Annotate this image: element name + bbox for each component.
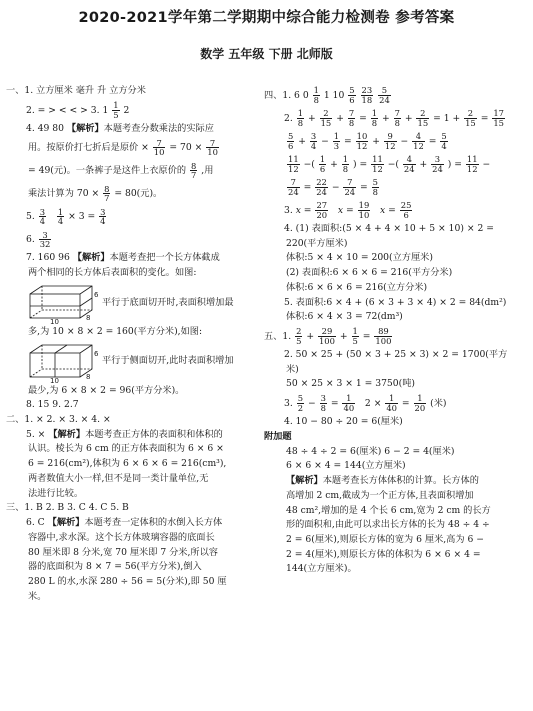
bonus-answer-1: 48 ÷ 4 ÷ 2 = 6(厘米) 6 − 2 = 4(厘米): [286, 445, 455, 457]
figure-line-2: 6 10 8 平行于侧面切开,此时表面积增加: [6, 340, 264, 384]
answer-1-4: 4. 49 80 【解析】本题考查分数乘法的实际应: [26, 122, 214, 134]
answer-1-4-cont: 用。按原价打七折后是原价 × $\frac{7}{10}$ = 70 × $\frac{7}{10}$: [28, 137, 218, 158]
bonus-explanation-cont2: 48 cm²,增加的是 4 个长 6 cm,宽为 2 cm 的长方: [286, 504, 491, 516]
answer-2-5-cont3: 两者数值大小一样,但不是同一类计量单位,无: [28, 472, 209, 484]
figure-label-height: 6: [94, 349, 99, 358]
answer-4-4-cont3: (2) 表面积:6 × 6 × 6 = 216(平方分米): [286, 267, 453, 279]
answer-1-1: 一、1. 立方厘米 毫升 升 立方分米: [6, 85, 146, 96]
bonus-explanation-cont: 高增加 2 cm,截成为一个正方体,且表面积增加: [286, 489, 474, 501]
figure-label-width: 8: [86, 372, 91, 381]
answer-1-2: 2. = > < < > 3. 1 $\frac{1}{5}$ 2: [26, 99, 130, 120]
answer-4-3: 3. x = $\frac{27}{20}$ x = $\frac{19}{10}$ x = $\frac{25}{6}$: [284, 200, 412, 220]
answer-4-2-line-3: $\frac{11}{12}$ −( $\frac{1}{6}$ + $\frac{1}{8}$ ) = $\frac{11}{12}$ −( $\frac{4}{24}$ + $\frac{3}{24}$ ) = $\frac{11}{12}$ −: [288, 154, 491, 174]
answer-3-6-cont4: 280 L 的水,水深 280 ÷ 56 = 5(分米),即 50 厘: [28, 575, 227, 587]
answer-3-6-cont5: 米。: [28, 590, 47, 602]
right-column: [264, 84, 528, 577]
answer-5-2-cont2: 50 × 25 × 3 × 1 = 3750(吨): [286, 378, 415, 390]
figure-line-1: 6 10 8 平行于底面切开时,表面积增加最: [6, 281, 264, 325]
answer-5-2-cont: 米): [286, 363, 299, 375]
answer-1-7: 7. 160 96 【解析】本题考查把一个长方体截成: [26, 252, 220, 264]
cuboid-figure-vertical-cut: [28, 341, 100, 383]
answer-4-2-line-2: $\frac{5}{6}$ + $\frac{3}{4}$ − $\frac{1}{3}$ = $\frac{10}{12}$ + $\frac{9}{12}$ − $\frac{4}{12}$ = $\frac{5}{4}$: [288, 131, 447, 151]
bonus-explanation-cont5: 2 = 4(厘米),则原长方体的体积为 6 × 6 × 4 =: [286, 548, 481, 560]
answer-5-1: 五、1. $\frac{2}{5}$ + $\frac{29}{100}$ + $\frac{1}{5}$ = $\frac{89}{100}$: [264, 326, 392, 347]
answer-3-1: 三、1. B 2. B 3. C 4. C 5. B: [6, 502, 129, 514]
cuboid-figure-horizontal-cut: [28, 282, 100, 324]
bonus-explanation-cont4: 2 = 6(厘米),则原长方体的宽为 6 厘米,高为 6 −: [286, 533, 484, 545]
answer-2-1: 二、1. × 2. × 3. × 4. ×: [6, 414, 111, 426]
answer-4-5: 5. 表面积:6 × 4 + (6 × 3 + 3 × 4) × 2 = 84(dm²): [284, 296, 507, 308]
fraction: $\frac{1}{5}$: [113, 99, 119, 120]
page-title: 2020-2021学年第二学期期中综合能力检测卷 参考答案: [78, 10, 455, 26]
answer-1-6: 6. $\frac{3}{32}$: [26, 229, 51, 250]
bonus-explanation-cont6: 144(立方厘米)。: [286, 563, 357, 575]
answer-4-2-line-1: 2. $\frac{1}{8}$ + $\frac{2}{15}$ + $\frac{7}{8}$ = $\frac{1}{8}$ + $\frac{7}{8}$ + $\frac{2}{15}$ = 1 + $\frac{2}{15}$ = $\frac{17}{15}$: [284, 108, 504, 128]
answer-2-5-cont: 认识。棱长为 6 cm 的正方体表面积为 6 × 6 ×: [28, 443, 224, 455]
answer-1-8: 8. 15 9. 2.7: [26, 399, 79, 411]
answer-1-4-cont3: 乘法计算为 70 × $\frac{8}{7}$ = 80(元)。: [28, 183, 163, 204]
figure-label-width: 8: [86, 313, 91, 322]
answer-4-4-cont: 220(平方厘米): [286, 237, 348, 249]
answer-4-1: 四、1. 6 0 $\frac{1}{8}$ 1 10 $\frac{5}{6}$ $\frac{23}{18}$ $\frac{5}{24}$: [264, 85, 390, 105]
answer-5-4: 4. 10 − 80 ÷ 20 = 6(厘米): [284, 416, 403, 428]
left-column: [6, 84, 264, 604]
answer-3-6-cont: 容器中,求水深。这个长方体玻璃容器的底面长: [28, 531, 215, 543]
answer-3-6-cont2: 80 厘米即 8 分米,宽 70 厘米即 7 分米,所以容: [28, 546, 218, 558]
bonus-section-title: 附加题: [264, 430, 292, 442]
answer-5-3: 3. $\frac{5}{2}$ − $\frac{3}{8}$ = $\frac{1}{40}$ 2 × $\frac{1}{40}$ = $\frac{1}{20}$ (米): [284, 393, 447, 414]
bonus-explanation: 【解析】本题考查长方体体积的计算。长方体的: [286, 475, 479, 487]
answer-2-5: 5. × 【解析】本题考查正方体的表面积和体积的: [26, 428, 223, 440]
answer-1-7-cont2: 多,为 10 × 8 × 2 = 160(平方分米),如图:: [28, 325, 203, 337]
answer-4-2-line-4: $\frac{7}{24}$ = $\frac{22}{24}$ − $\frac{7}{24}$ = $\frac{5}{8}$: [288, 177, 378, 197]
answer-4-4-cont4: 体积:6 × 6 × 6 = 216(立方分米): [286, 281, 428, 293]
answer-1-4-cont2: = 49(元)。一条裤子是这件上衣原价的 $\frac{8}{7}$ ,用: [28, 160, 214, 181]
answer-2-5-cont2: 6 = 216(cm²),体积为 6 × 6 × 6 = 216(cm³),: [28, 458, 227, 470]
page-subtitle: 数学 五年级 下册 北师版: [200, 47, 333, 61]
bonus-explanation-cont3: 形的面积和,由此可以求出长方体的长为 48 ÷ 4 ÷: [286, 519, 490, 531]
answer-4-5-cont: 体积:6 × 4 × 3 = 72(dm³): [286, 311, 403, 323]
answer-4-4-cont2: 体积:5 × 4 × 10 = 200(立方厘米): [286, 252, 433, 264]
figure-label-length: 10: [50, 376, 59, 383]
answer-3-6-cont3: 器的底面积为 8 × 7 = 56(平方分米),倒入: [28, 561, 202, 573]
answer-3-6: 6. C 【解析】本题考查一定体积的水倒入长方体: [26, 517, 223, 529]
figure-label-height: 6: [94, 290, 99, 299]
answer-1-7-cont: 两个相同的长方体后表面积的变化。如图:: [28, 267, 197, 279]
answer-4-4: 4. (1) 表面积:(5 × 4 + 4 × 10 + 5 × 10) × 2 =: [284, 223, 494, 234]
answer-5-2: 2. 50 × 25 + (50 × 3 + 25 × 3) × 2 = 1700(平方: [284, 349, 508, 361]
answer-1-7-cont3: 最少,为 6 × 8 × 2 = 96(平方分米)。: [28, 384, 185, 396]
answer-2-5-cont4: 法进行比较。: [28, 487, 84, 499]
bonus-answer-2: 6 × 6 × 4 = 144(立方厘米): [286, 460, 406, 472]
figure-label-length: 10: [50, 317, 59, 324]
answer-1-5: 5. $\frac{3}{4}$ $\frac{1}{4}$ × 3 = $\frac{3}{4}$: [26, 206, 106, 227]
